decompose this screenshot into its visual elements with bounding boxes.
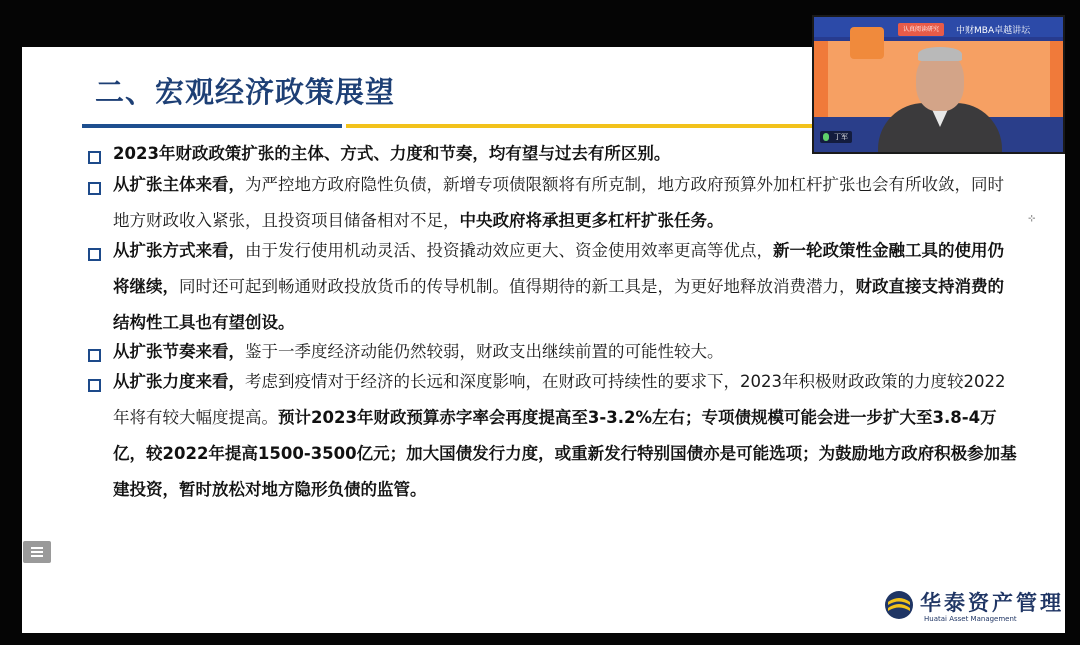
checkbox-bullet-icon	[88, 248, 101, 261]
bullet-item	[88, 242, 1018, 341]
bullet-segment: 从扩张方式来看，	[113, 241, 245, 260]
checkbox-bullet-icon	[88, 349, 101, 362]
bullet-segment: 考虑到疫情对于经济的长远和深度影响，在财政可持续性的要求下，2023年积极财政政策的力度较2022年将有较大幅度提高。	[113, 372, 1006, 427]
bullet-item	[88, 176, 1018, 239]
huatai-logo-icon	[884, 590, 914, 620]
checkbox-bullet-icon	[88, 379, 101, 392]
bullet-segment: 2023年财政政策扩张的主体、方式、力度和节奏，均有望与过去有所区别。	[113, 144, 671, 163]
bullet-segment: 从扩张主体来看，	[113, 175, 245, 194]
bullet-segment: 财政直接支持消费的结构性工具也有望创设。	[113, 277, 1004, 332]
bullet-segment: 为严控地方政府隐性负债，新增专项债限额将有所克制，地方政府预算外加杠杆扩张也会有所收敛，同时地方财政收入紧张，且投资项目储备相对不足，	[113, 175, 1004, 230]
logo-name-en: Huatai Asset Management	[924, 615, 1017, 623]
bullet-item	[88, 373, 1018, 508]
banner-title: 中财MBA卓越讲坛	[956, 26, 1031, 36]
speaker-hair	[918, 47, 962, 61]
bullet-list	[88, 145, 1018, 508]
banner-chip: 认真阅读研究	[898, 23, 944, 36]
title-underline-blue	[82, 124, 342, 128]
bullet-segment: 新一轮政策性金融工具的使用仍将继续，	[113, 241, 1004, 296]
checkbox-bullet-icon	[88, 182, 101, 195]
forum-logo-icon	[850, 27, 884, 59]
bullet-text	[113, 364, 1018, 508]
slide-menu-icon[interactable]	[23, 541, 51, 563]
bullet-segment: 从扩张节奏来看，	[113, 342, 245, 361]
mic-icon	[823, 133, 829, 141]
bullet-segment: 中央政府将承担更多杠杆扩张任务。	[459, 211, 724, 230]
title-underline-gold	[346, 124, 816, 128]
bullet-segment: 同时还可起到畅通财政投放货币的传导机制。值得期待的新工具是，为更好地释放消费潜力，	[179, 277, 856, 296]
company-logo	[880, 585, 1064, 629]
participant-name-tag: 丁军	[820, 131, 852, 143]
bullet-text	[113, 167, 1018, 239]
bullet-segment: 预计2023年财政预算赤字率会再度提高至3-3.2%左右；专项债规模可能会进一步扩大至3.8-4万亿，较2022年提高1500-3500亿元；加大国债发行力度，或重新发行特别国债亦是可能选项；为鼓励地方政府积极参加基建投资，暂时放松对地方隐形负债的监管。	[113, 408, 1017, 499]
video-thumbnail[interactable]	[812, 15, 1065, 154]
bullet-segment: 从扩张力度来看，	[113, 372, 245, 391]
bullet-segment: 鉴于一季度经济动能仍然较弱，财政支出继续前置的可能性较大。	[245, 342, 724, 361]
logo-name-cn: 华泰资产管理	[920, 590, 1064, 615]
bullet-segment: 由于发行使用机动灵活、投资撬动效应更大、资金使用效率更高等优点，	[245, 241, 773, 260]
cursor-icon: ⊹	[1028, 214, 1036, 224]
slide-title: 二、宏观经济政策展望	[95, 75, 396, 109]
bullet-text	[113, 233, 1018, 341]
checkbox-bullet-icon	[88, 151, 101, 164]
